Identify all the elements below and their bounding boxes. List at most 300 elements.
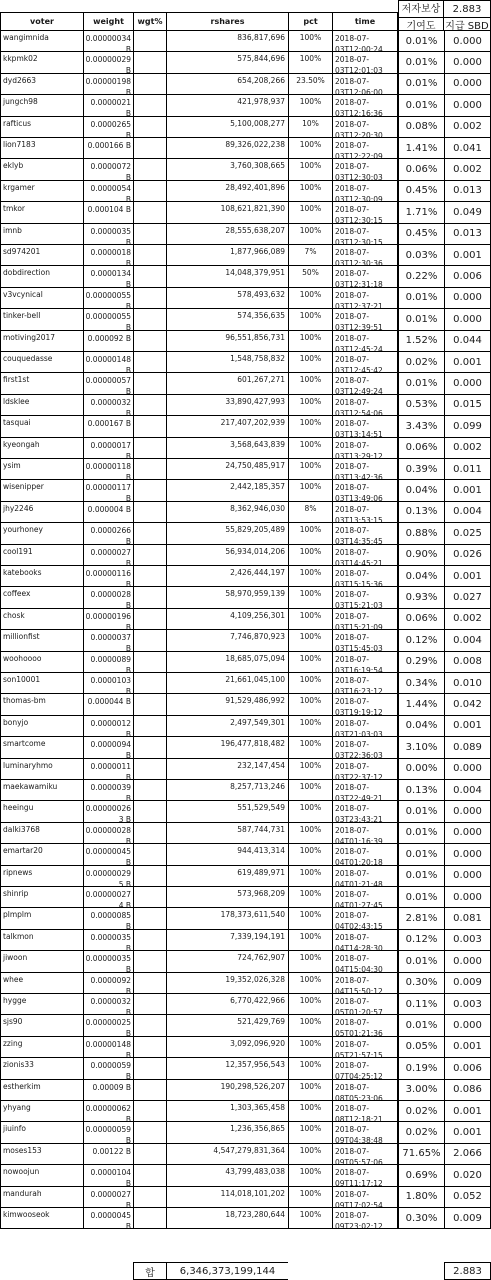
col-pct-header: pct xyxy=(288,12,332,31)
cell-wgt xyxy=(133,930,166,951)
cell-rshares: 1,236,356,865 xyxy=(166,1122,288,1143)
cell-pct: 50% xyxy=(288,266,332,287)
cell-time: 2018-07-07T04:25:12 xyxy=(332,1058,398,1079)
table-row xyxy=(0,759,491,780)
cell-voter: maekawamiku xyxy=(0,780,83,801)
cell-pct: 100% xyxy=(288,1015,332,1036)
cell-contribution: 2.81% xyxy=(398,908,444,929)
cell-sbd: 0.001 xyxy=(444,1101,491,1122)
cell-time: 2018-07-04T02:43:15 xyxy=(332,908,398,929)
cell-contribution: 0.02% xyxy=(398,352,444,373)
cell-time: 2018-07-04T15:04:30 xyxy=(332,951,398,972)
cell-wgt xyxy=(133,673,166,694)
cell-time: 2018-07-03T13:42:36 xyxy=(332,459,398,480)
cell-contribution: 0.01% xyxy=(398,373,444,394)
table-row xyxy=(0,159,491,180)
cell-rshares: 33,890,427,993 xyxy=(166,395,288,416)
cell-time: 2018-07-03T12:20:30 xyxy=(332,117,398,138)
cell-time: 2018-07-04T01:16:39 xyxy=(332,823,398,844)
cell-pct: 100% xyxy=(288,630,332,651)
table-row xyxy=(0,737,491,758)
cell-time: 2018-07-09T05:57:06 xyxy=(332,1144,398,1165)
cell-rshares: 89,326,022,238 xyxy=(166,138,288,159)
cell-pct: 100% xyxy=(288,930,332,951)
cell-rshares: 14,048,379,951 xyxy=(166,266,288,287)
cell-time: 2018-07-03T12:37:21 xyxy=(332,288,398,309)
cell-voter: rafticus xyxy=(0,117,83,138)
table-row xyxy=(0,1208,491,1229)
cell-sbd: 0.026 xyxy=(444,545,491,566)
cell-pct: 100% xyxy=(288,352,332,373)
cell-time: 2018-07-04T01:21:48 xyxy=(332,866,398,887)
cell-voter: tinker-bell xyxy=(0,309,83,330)
cell-contribution: 0.01% xyxy=(398,866,444,887)
cell-rshares: 7,746,870,923 xyxy=(166,630,288,651)
cell-weight: 0.00000025 B xyxy=(83,1015,133,1036)
cell-wgt xyxy=(133,138,166,159)
cell-voter: jiuinfo xyxy=(0,1122,83,1143)
cell-pct: 100% xyxy=(288,288,332,309)
cell-sbd: 0.000 xyxy=(444,309,491,330)
cell-pct: 100% xyxy=(288,373,332,394)
cell-voter: ysim xyxy=(0,459,83,480)
cell-contribution: 0.29% xyxy=(398,652,444,673)
cell-contribution: 0.01% xyxy=(398,951,444,972)
cell-voter: zzing xyxy=(0,1037,83,1058)
table-row xyxy=(0,438,491,459)
table-row xyxy=(0,652,491,673)
cell-contribution: 1.44% xyxy=(398,694,444,715)
cell-rshares: 5,100,008,277 xyxy=(166,117,288,138)
cell-rshares: 217,407,202,939 xyxy=(166,416,288,437)
cell-time: 2018-07-05T01:20:57 xyxy=(332,994,398,1015)
cell-rshares: 2,497,549,301 xyxy=(166,716,288,737)
cell-voter: tmkor xyxy=(0,202,83,223)
cell-rshares: 19,352,026,328 xyxy=(166,973,288,994)
cell-contribution: 0.01% xyxy=(398,31,444,52)
cell-rshares: 578,493,632 xyxy=(166,288,288,309)
cell-weight: 0.00000148 B xyxy=(83,352,133,373)
cell-pct: 8% xyxy=(288,502,332,523)
cell-sbd: 0.000 xyxy=(444,1015,491,1036)
cell-rshares: 8,257,713,246 xyxy=(166,780,288,801)
table-row xyxy=(0,609,491,630)
cell-rshares: 21,661,045,100 xyxy=(166,673,288,694)
cell-weight: 0.00009 B xyxy=(83,1080,133,1101)
table-row xyxy=(0,587,491,608)
cell-wgt xyxy=(133,438,166,459)
cell-rshares: 178,373,611,540 xyxy=(166,908,288,929)
total-sbd: 2.883 xyxy=(444,1262,491,1280)
cell-voter: kyeongah xyxy=(0,438,83,459)
table-row xyxy=(0,117,491,138)
table-row xyxy=(0,309,491,330)
cell-contribution: 71.65% xyxy=(398,1144,444,1165)
cell-sbd: 0.002 xyxy=(444,117,491,138)
cell-wgt xyxy=(133,887,166,908)
cell-contribution: 0.45% xyxy=(398,181,444,202)
cell-pct: 100% xyxy=(288,138,332,159)
cell-sbd: 0.006 xyxy=(444,266,491,287)
cell-contribution: 0.34% xyxy=(398,673,444,694)
cell-sbd: 0.006 xyxy=(444,1058,491,1079)
cell-wgt xyxy=(133,373,166,394)
cell-rshares: 2,442,185,357 xyxy=(166,480,288,501)
cell-time: 2018-07-05T21:57:15 xyxy=(332,1037,398,1058)
cell-contribution: 0.01% xyxy=(398,52,444,73)
cell-rshares: 58,970,959,139 xyxy=(166,587,288,608)
cell-rshares: 944,413,314 xyxy=(166,844,288,865)
col-sbd-header: 지급 SBD xyxy=(444,18,491,31)
cell-voter: heeingu xyxy=(0,801,83,822)
cell-weight: 0.0000017 B xyxy=(83,438,133,459)
cell-voter: dobdirection xyxy=(0,266,83,287)
cell-time: 2018-07-03T12:31:18 xyxy=(332,266,398,287)
cell-voter: ripnews xyxy=(0,866,83,887)
cell-time: 2018-07-03T13:49:06 xyxy=(332,480,398,501)
cell-wgt xyxy=(133,502,166,523)
table-row xyxy=(0,844,491,865)
cell-voter: mandurah xyxy=(0,1187,83,1208)
cell-contribution: 0.30% xyxy=(398,973,444,994)
cell-voter: shinrip xyxy=(0,887,83,908)
table-row xyxy=(0,1058,491,1079)
table-row xyxy=(0,866,491,887)
cell-contribution: 0.00% xyxy=(398,759,444,780)
cell-pct: 100% xyxy=(288,994,332,1015)
cell-sbd: 0.000 xyxy=(444,844,491,865)
cell-sbd: 0.042 xyxy=(444,694,491,715)
cell-rshares: 56,934,014,206 xyxy=(166,545,288,566)
table-row xyxy=(0,331,491,352)
cell-sbd: 0.044 xyxy=(444,331,491,352)
cell-sbd: 0.011 xyxy=(444,459,491,480)
table-row xyxy=(0,1080,491,1101)
cell-contribution: 0.90% xyxy=(398,545,444,566)
table-row xyxy=(0,973,491,994)
col-rshares-header: rshares xyxy=(166,12,288,31)
col-voter-header: voter xyxy=(0,12,83,31)
col-wgt-header: wgt% xyxy=(133,12,166,31)
cell-pct: 100% xyxy=(288,1080,332,1101)
cell-voter: katebooks xyxy=(0,566,83,587)
cell-pct: 100% xyxy=(288,587,332,608)
cell-wgt xyxy=(133,759,166,780)
cell-rshares: 8,362,946,030 xyxy=(166,502,288,523)
cell-rshares: 1,877,966,089 xyxy=(166,245,288,266)
cell-wgt xyxy=(133,737,166,758)
cell-time: 2018-07-03T16:23:12 xyxy=(332,673,398,694)
cell-contribution: 0.05% xyxy=(398,1037,444,1058)
cell-sbd: 0.089 xyxy=(444,737,491,758)
cell-time: 2018-07-08T12:18:21 xyxy=(332,1101,398,1122)
cell-voter: jiwoon xyxy=(0,951,83,972)
cell-wgt xyxy=(133,1144,166,1165)
cell-contribution: 0.69% xyxy=(398,1165,444,1186)
total-rshares: 6,346,373,199,144 xyxy=(166,1262,288,1280)
cell-contribution: 0.01% xyxy=(398,309,444,330)
cell-pct: 100% xyxy=(288,459,332,480)
table-row xyxy=(0,459,491,480)
header-row xyxy=(0,11,491,31)
cell-voter: talkmon xyxy=(0,930,83,951)
cell-weight: 0.0000094 B xyxy=(83,737,133,758)
cell-voter: tasquai xyxy=(0,416,83,437)
cell-weight: 0.000167 B xyxy=(83,416,133,437)
cell-weight: 0.000004 B xyxy=(83,502,133,523)
cell-rshares: 18,723,280,644 xyxy=(166,1208,288,1229)
cell-wgt xyxy=(133,609,166,630)
cell-wgt xyxy=(133,1122,166,1143)
cell-time: 2018-07-05T01:21:36 xyxy=(332,1015,398,1036)
cell-contribution: 0.13% xyxy=(398,780,444,801)
table-row xyxy=(0,630,491,651)
cell-contribution: 0.02% xyxy=(398,1101,444,1122)
cell-wgt xyxy=(133,309,166,330)
cell-wgt xyxy=(133,716,166,737)
col-time-header: time xyxy=(332,12,398,31)
cell-voter: kimwooseok xyxy=(0,1208,83,1229)
cell-weight: 0.0000092 B xyxy=(83,973,133,994)
table-row xyxy=(0,1187,491,1208)
cell-voter: son10001 xyxy=(0,673,83,694)
cell-voter: krgamer xyxy=(0,181,83,202)
cell-pct: 100% xyxy=(288,1037,332,1058)
cell-pct: 100% xyxy=(288,309,332,330)
cell-pct: 100% xyxy=(288,438,332,459)
cell-pct: 100% xyxy=(288,823,332,844)
cell-sbd: 0.001 xyxy=(444,716,491,737)
cell-wgt xyxy=(133,416,166,437)
author-reward-value: 2.883 xyxy=(444,0,491,18)
cell-pct: 100% xyxy=(288,331,332,352)
cell-time: 2018-07-03T12:30:09 xyxy=(332,181,398,202)
cell-wgt xyxy=(133,159,166,180)
cell-rshares: 232,147,454 xyxy=(166,759,288,780)
cell-wgt xyxy=(133,395,166,416)
cell-sbd: 0.025 xyxy=(444,523,491,544)
cell-contribution: 1.80% xyxy=(398,1187,444,1208)
cell-sbd: 0.013 xyxy=(444,224,491,245)
cell-time: 2018-07-09T17:02:54 xyxy=(332,1187,398,1208)
cell-contribution: 0.01% xyxy=(398,95,444,116)
cell-sbd: 0.000 xyxy=(444,823,491,844)
table-row xyxy=(0,31,491,52)
cell-time: 2018-07-03T13:29:12 xyxy=(332,438,398,459)
cell-rshares: 3,760,308,665 xyxy=(166,159,288,180)
cell-wgt xyxy=(133,1165,166,1186)
cell-sbd: 0.001 xyxy=(444,245,491,266)
cell-weight: 0.0000027 B xyxy=(83,545,133,566)
cell-rshares: 574,356,635 xyxy=(166,309,288,330)
cell-weight: 0.0000018 B xyxy=(83,245,133,266)
cell-sbd: 2.066 xyxy=(444,1144,491,1165)
cell-rshares: 573,968,209 xyxy=(166,887,288,908)
cell-sbd: 0.004 xyxy=(444,502,491,523)
cell-sbd: 0.052 xyxy=(444,1187,491,1208)
cell-sbd: 0.001 xyxy=(444,352,491,373)
cell-voter: bonyjo xyxy=(0,716,83,737)
cell-contribution: 3.43% xyxy=(398,416,444,437)
cell-sbd: 0.000 xyxy=(444,951,491,972)
cell-weight: 0.00000034 B xyxy=(83,31,133,52)
cell-pct: 100% xyxy=(288,759,332,780)
cell-contribution: 1.41% xyxy=(398,138,444,159)
cell-pct: 100% xyxy=(288,1122,332,1143)
cell-pct: 100% xyxy=(288,95,332,116)
cell-sbd: 0.004 xyxy=(444,630,491,651)
cell-rshares: 190,298,526,207 xyxy=(166,1080,288,1101)
cell-sbd: 0.000 xyxy=(444,373,491,394)
cell-sbd: 0.049 xyxy=(444,202,491,223)
cell-rshares: 1,548,758,832 xyxy=(166,352,288,373)
cell-time: 2018-07-03T12:00:24 xyxy=(332,31,398,52)
cell-wgt xyxy=(133,694,166,715)
cell-contribution: 0.30% xyxy=(398,1208,444,1229)
cell-sbd: 0.000 xyxy=(444,759,491,780)
cell-time: 2018-07-09T11:17:12 xyxy=(332,1165,398,1186)
cell-weight: 0.000000274 B xyxy=(83,887,133,908)
cell-time: 2018-07-04T01:20:18 xyxy=(332,844,398,865)
cell-time: 2018-07-09T04:38:48 xyxy=(332,1122,398,1143)
cell-weight: 0.0000028 B xyxy=(83,587,133,608)
cell-rshares: 3,092,096,920 xyxy=(166,1037,288,1058)
cell-contribution: 0.12% xyxy=(398,930,444,951)
cell-contribution: 0.01% xyxy=(398,844,444,865)
cell-rshares: 96,551,856,731 xyxy=(166,331,288,352)
table-row xyxy=(0,1037,491,1058)
cell-contribution: 0.01% xyxy=(398,887,444,908)
cell-wgt xyxy=(133,117,166,138)
cell-pct: 100% xyxy=(288,52,332,73)
cell-pct: 100% xyxy=(288,866,332,887)
cell-voter: sjs90 xyxy=(0,1015,83,1036)
cell-voter: emartar20 xyxy=(0,844,83,865)
cell-time: 2018-07-03T12:49:24 xyxy=(332,373,398,394)
cell-rshares: 12,357,956,543 xyxy=(166,1058,288,1079)
cell-weight: 0.00000116 B xyxy=(83,566,133,587)
cell-wgt xyxy=(133,74,166,95)
table-row xyxy=(0,1122,491,1143)
cell-weight: 0.0000035 B xyxy=(83,930,133,951)
cell-weight: 0.0000039 B xyxy=(83,780,133,801)
cell-time: 2018-07-03T22:49:21 xyxy=(332,780,398,801)
table-row xyxy=(0,694,491,715)
cell-weight: 0.000092 B xyxy=(83,331,133,352)
cell-sbd: 0.027 xyxy=(444,587,491,608)
cell-sbd: 0.002 xyxy=(444,159,491,180)
cell-wgt xyxy=(133,245,166,266)
cell-pct: 100% xyxy=(288,801,332,822)
cell-weight: 0.00000118 B xyxy=(83,459,133,480)
cell-wgt xyxy=(133,780,166,801)
cell-sbd: 0.010 xyxy=(444,673,491,694)
cell-pct: 7% xyxy=(288,245,332,266)
cell-wgt xyxy=(133,288,166,309)
cell-wgt xyxy=(133,908,166,929)
table-row xyxy=(0,181,491,202)
cell-voter: lion7183 xyxy=(0,138,83,159)
cell-sbd: 0.003 xyxy=(444,994,491,1015)
cell-pct: 100% xyxy=(288,1208,332,1229)
cell-contribution: 0.88% xyxy=(398,523,444,544)
cell-voter: whee xyxy=(0,973,83,994)
cell-sbd: 0.015 xyxy=(444,395,491,416)
cell-voter: sd974201 xyxy=(0,245,83,266)
cell-weight: 0.0000103 B xyxy=(83,673,133,694)
cell-wgt xyxy=(133,266,166,287)
cell-weight: 0.000104 B xyxy=(83,202,133,223)
cell-time: 2018-07-03T14:45:21 xyxy=(332,545,398,566)
cell-contribution: 0.01% xyxy=(398,823,444,844)
cell-weight: 0.00000148 B xyxy=(83,1037,133,1058)
cell-rshares: 55,829,205,489 xyxy=(166,523,288,544)
table-row xyxy=(0,416,491,437)
cell-time: 2018-07-03T13:53:15 xyxy=(332,502,398,523)
cell-weight: 0.00000198 B xyxy=(83,74,133,95)
cell-voter: motiving2017 xyxy=(0,331,83,352)
cell-pct: 100% xyxy=(288,480,332,501)
cell-contribution: 0.19% xyxy=(398,1058,444,1079)
cell-contribution: 0.03% xyxy=(398,245,444,266)
table-row xyxy=(0,673,491,694)
cell-contribution: 0.04% xyxy=(398,716,444,737)
author-reward-label: 저자보상 xyxy=(398,0,444,18)
cell-contribution: 0.06% xyxy=(398,609,444,630)
cell-weight: 0.00000055 B xyxy=(83,288,133,309)
cell-weight: 0.0000045 B xyxy=(83,1208,133,1229)
cell-weight: 0.00000196 B xyxy=(83,609,133,630)
cell-voter: luminaryhmo xyxy=(0,759,83,780)
cell-contribution: 0.45% xyxy=(398,224,444,245)
cell-pct: 100% xyxy=(288,159,332,180)
cell-contribution: 0.08% xyxy=(398,117,444,138)
cell-contribution: 0.53% xyxy=(398,395,444,416)
cell-wgt xyxy=(133,480,166,501)
cell-pct: 100% xyxy=(288,224,332,245)
cell-rshares: 724,762,907 xyxy=(166,951,288,972)
cell-sbd: 0.001 xyxy=(444,1037,491,1058)
cell-time: 2018-07-03T12:30:03 xyxy=(332,159,398,180)
cell-time: 2018-07-03T15:15:36 xyxy=(332,566,398,587)
cell-time: 2018-07-03T12:45:24 xyxy=(332,331,398,352)
cell-weight: 0.0000011 B xyxy=(83,759,133,780)
cell-weight: 0.0000032 B xyxy=(83,395,133,416)
cell-voter: smartcome xyxy=(0,737,83,758)
cell-time: 2018-07-03T12:01:03 xyxy=(332,52,398,73)
cell-wgt xyxy=(133,224,166,245)
cell-time: 2018-07-03T12:54:06 xyxy=(332,395,398,416)
cell-weight: 0.0000037 B xyxy=(83,630,133,651)
cell-sbd: 0.086 xyxy=(444,1080,491,1101)
cell-voter: moses153 xyxy=(0,1144,83,1165)
cell-voter: zionis33 xyxy=(0,1058,83,1079)
cell-voter: wangimnida xyxy=(0,31,83,52)
cell-rshares: 2,426,444,197 xyxy=(166,566,288,587)
table-row xyxy=(0,74,491,95)
cell-time: 2018-07-03T22:36:03 xyxy=(332,737,398,758)
cell-rshares: 654,208,266 xyxy=(166,74,288,95)
cell-pct: 100% xyxy=(288,416,332,437)
cell-contribution: 0.01% xyxy=(398,801,444,822)
cell-pct: 100% xyxy=(288,694,332,715)
cell-contribution: 0.39% xyxy=(398,459,444,480)
table-row xyxy=(0,352,491,373)
col-weight-header: weight xyxy=(83,12,133,31)
table-row xyxy=(0,502,491,523)
cell-contribution: 0.01% xyxy=(398,1015,444,1036)
cell-voter: chosk xyxy=(0,609,83,630)
